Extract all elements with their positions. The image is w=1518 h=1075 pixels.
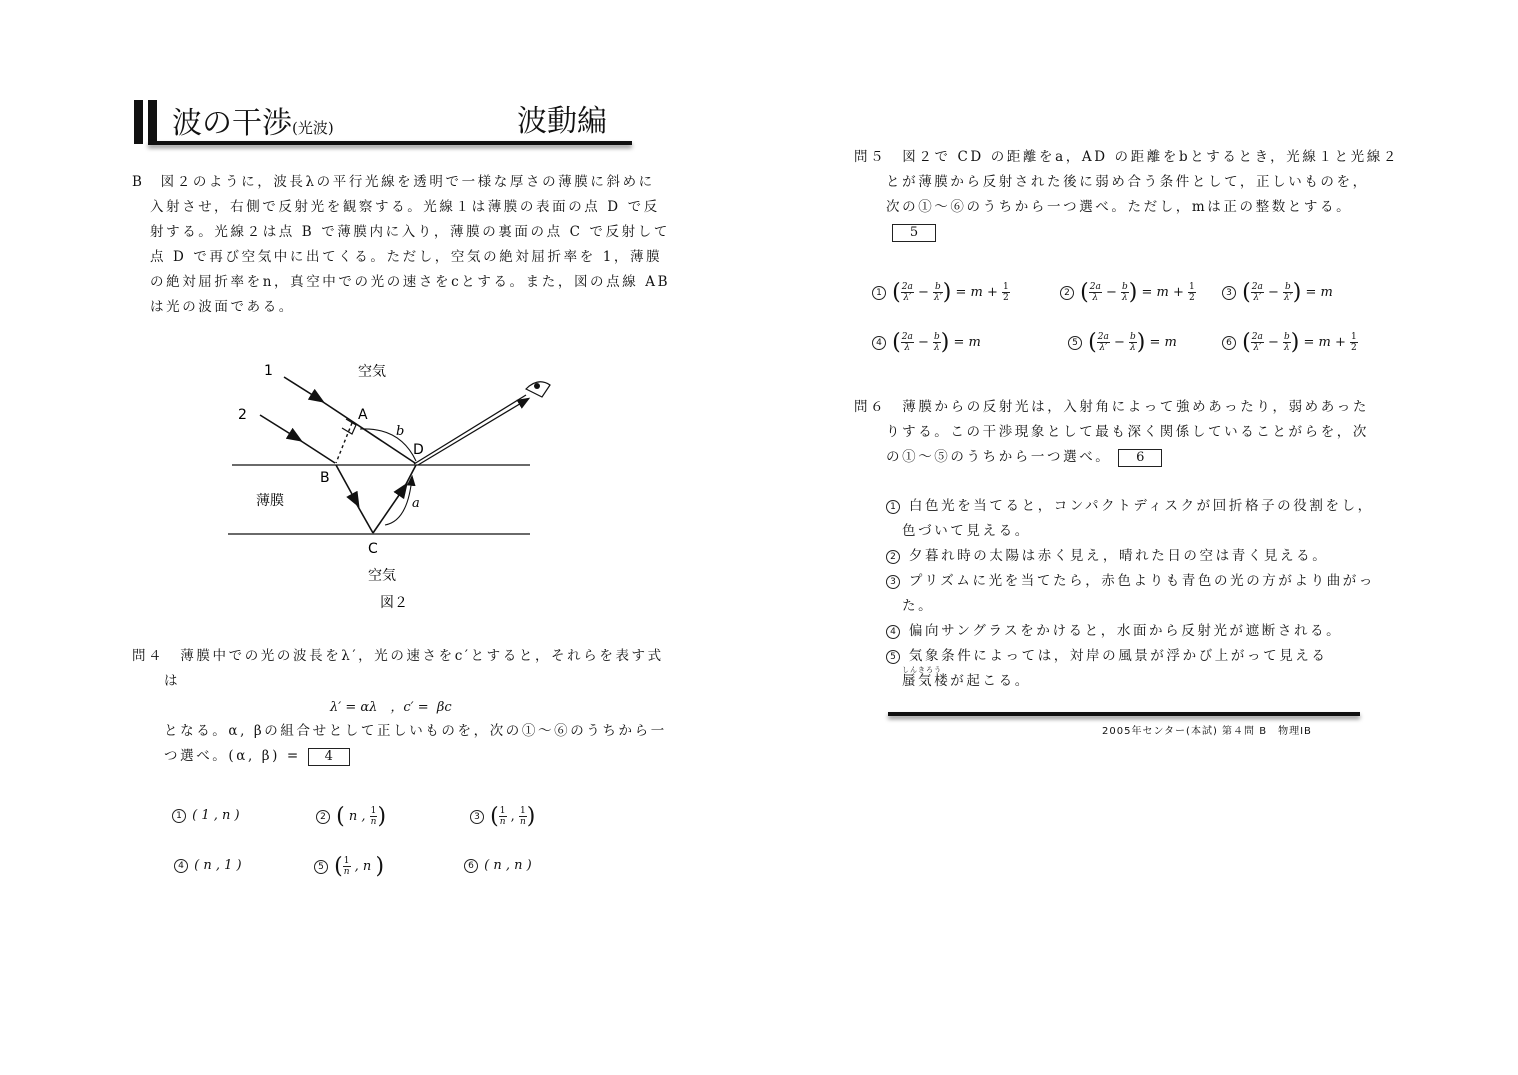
- label-point-c: C: [368, 541, 378, 557]
- label-ray-2: 2: [238, 407, 247, 423]
- label-point-a: A: [358, 407, 368, 423]
- q4-choice-6[interactable]: 6 ( n , n ): [462, 858, 532, 873]
- q6-choice-3[interactable]: 3 プリズムに光を当てたら，赤色よりも青色の光の方がより曲がっ: [884, 569, 1375, 594]
- q4-line: 問４ 薄膜中での光の波長をλ′，光の速さをc′とすると，それらを表す式: [132, 648, 664, 664]
- intro-line: 点 D で再び空気中に出てくる。ただし，空気の絶対屈折率を 1，薄膜: [150, 249, 663, 265]
- q5-choice-5[interactable]: 5 ( $\frac{2a}{\lambda'}$ − $\frac{b}{\lambda}$ ) = m: [1066, 330, 1177, 355]
- q5-choice-6[interactable]: 6 ( $\frac{2a}{\lambda'}$ − $\frac{b}{\lambda}$ ) = m + $\frac{1}{2}$: [1220, 330, 1358, 355]
- label-film: 薄膜: [256, 493, 284, 509]
- ray-2-line: [298, 439, 335, 463]
- q4-choice-3[interactable]: 3 ( $\frac{1}{n}$ , $\frac{1}{n}$ ): [468, 804, 535, 829]
- q6-line: の①〜⑤のうちから一つ選べ。: [886, 449, 1112, 465]
- choice-number: 5: [314, 860, 328, 874]
- choice-number: 6: [464, 859, 478, 873]
- q4-answer-box[interactable]: 4: [308, 748, 350, 766]
- q6-answer-box[interactable]: 6: [1118, 449, 1162, 467]
- choice-number: 5: [1068, 336, 1082, 350]
- choice-number: 2: [316, 810, 330, 824]
- choice-number: 6: [1222, 336, 1236, 350]
- q6-choice-5-cont: しんきろう 蜃気楼が起こる。: [884, 669, 1375, 694]
- choice-number: 3: [886, 575, 900, 589]
- q5-choice-3[interactable]: 3 ( $\frac{2a}{\lambda'}$ − $\frac{b}{\lambda'}$ ) = m: [1220, 280, 1333, 305]
- q4-text: [132, 644, 664, 694]
- q5-line: 次の①〜⑥のうちから一つ選べ。ただし，mは正の整数とする。: [886, 199, 1353, 215]
- q5-choice-4[interactable]: 4 ( $\frac{2a}{\lambda}$ − $\frac{b}{\lambda}$ ) = m: [870, 330, 981, 355]
- q6-choice-1-cont: 色づいて見える。: [902, 523, 1031, 539]
- ray-bc-line: [356, 503, 373, 533]
- q4-choice-5[interactable]: 5 ( $\frac{1}{n}$ , n ): [312, 854, 384, 879]
- reflected-ray-2: [418, 399, 528, 465]
- right-angle-marker: [342, 419, 356, 434]
- choice-number: 1: [172, 809, 186, 823]
- bottom-rule: [888, 712, 1360, 716]
- q4-text-2: [164, 719, 667, 769]
- choice-number: 1: [872, 286, 886, 300]
- ray-1-arrow: [284, 377, 322, 401]
- footer-source: 2005年センター(本試) 第４問 B 物理ⅠB: [1102, 726, 1312, 737]
- figure-caption: 図２: [380, 595, 408, 611]
- arc-a: [385, 477, 412, 525]
- label-b: b: [396, 424, 405, 439]
- ray-cd-arrow: [373, 485, 406, 533]
- ray-2-arrow: [260, 415, 300, 440]
- q6-choice-3-cont: た。: [902, 598, 935, 614]
- intro-line: の絶対屈折率をn，真空中での光の速さをcとする。また，図の点線 AB: [150, 274, 671, 290]
- choice-number: 4: [174, 859, 188, 873]
- choice-number: 2: [1060, 286, 1074, 300]
- intro-line: 入射させ，右側で反射光を観察する。光線１は薄膜の表面の点 D で反: [150, 199, 660, 215]
- choice-number: 3: [1222, 286, 1236, 300]
- q4-line: つ選べ。(α, β) =: [164, 748, 301, 764]
- title-bars: [134, 100, 158, 144]
- label-point-b: B: [320, 470, 330, 486]
- q6-choice-2[interactable]: 2 夕暮れ時の太陽は赤く見え，晴れた日の空は青く見える。: [884, 544, 1375, 569]
- label-point-d: D: [413, 442, 424, 458]
- q5-answer-box[interactable]: 5: [892, 224, 936, 242]
- page-title-sub: (光波): [292, 119, 334, 137]
- q6-choice-1[interactable]: 1 白色光を当てると，コンパクトディスクが回折格子の役割をし，: [884, 494, 1375, 519]
- q4-choice-1[interactable]: 1 ( 1 , n ): [170, 808, 240, 823]
- choice-number: 2: [886, 550, 900, 564]
- ray-cd-line: [404, 465, 416, 488]
- section-title: 波動編: [517, 104, 607, 139]
- intro-line: B 図２のように，波長λの平行光線を透明で一様な厚さの薄膜に斜めに: [132, 174, 655, 190]
- choice-number: 3: [470, 810, 484, 824]
- q5-line: とが薄膜から反射された後に弱め合う条件として，正しいものを，: [886, 174, 1369, 190]
- choice-number: 4: [872, 336, 886, 350]
- ruby-text: しんきろう: [902, 666, 942, 674]
- choice-number: 4: [886, 625, 900, 639]
- q6-line: 問６ 薄膜からの反射光は，入射角によって強めあったり，弱めあった: [854, 399, 1369, 415]
- q4-line: は: [164, 673, 181, 689]
- ray-bc-arrow: [336, 465, 358, 505]
- title-rule: [148, 141, 632, 145]
- q4-choice-4[interactable]: 4 ( n , 1 ): [172, 858, 242, 873]
- label-a: a: [412, 496, 420, 511]
- q5-choice-2[interactable]: 2 ( $\frac{2a}{\lambda}$ − $\frac{b}{\lambda}$ ) = m + $\frac{1}{2}$: [1058, 280, 1196, 305]
- label-air-bottom: 空気: [368, 568, 396, 584]
- q6-choices: [884, 494, 1375, 694]
- q6-text: [854, 395, 1369, 470]
- label-ray-1: 1: [264, 363, 273, 379]
- q6-choice-5[interactable]: 5 気象条件によっては，対岸の風景が浮かび上がって見える: [884, 644, 1375, 669]
- q4-formula: λ′ = αλ ，c′ = βc: [330, 700, 452, 715]
- q4-choice-2[interactable]: 2 ( n , $\frac{1}{n}$ ): [314, 804, 386, 829]
- label-air-top: 空気: [358, 364, 386, 380]
- q6-choice-4[interactable]: 4 偏向サングラスをかけると，水面から反射光が遮断される。: [884, 619, 1375, 644]
- intro-paragraph: [132, 170, 670, 320]
- reflected-ray-1: [414, 395, 526, 464]
- choice-number: 5: [886, 650, 900, 664]
- figure-2: [220, 355, 570, 625]
- q5-line: 問５ 図２で CD の距離をa，AD の距離をbとするとき，光線１と光線２: [854, 149, 1399, 165]
- eye-icon: [526, 382, 550, 397]
- page-title: 波の干渉(光波): [172, 106, 334, 141]
- choice-number: 1: [886, 500, 900, 514]
- q5-choice-1[interactable]: 1 ( $\frac{2a}{\lambda'}$ − $\frac{b}{\lambda'}$ ) = m + $\frac{1}{2}$: [870, 280, 1010, 305]
- intro-line: は光の波面である。: [150, 299, 295, 315]
- q6-line: りする。この干渉現象として最も深く関係していることがらを，次: [886, 424, 1369, 440]
- q4-line: となる。α, βの組合せとして正しいものを，次の①〜⑥のうちから一: [164, 723, 667, 739]
- intro-line: 射する。光線２は点 B で薄膜内に入り，薄膜の裏面の点 C で反射して: [150, 224, 670, 240]
- q5-text: [854, 145, 1399, 245]
